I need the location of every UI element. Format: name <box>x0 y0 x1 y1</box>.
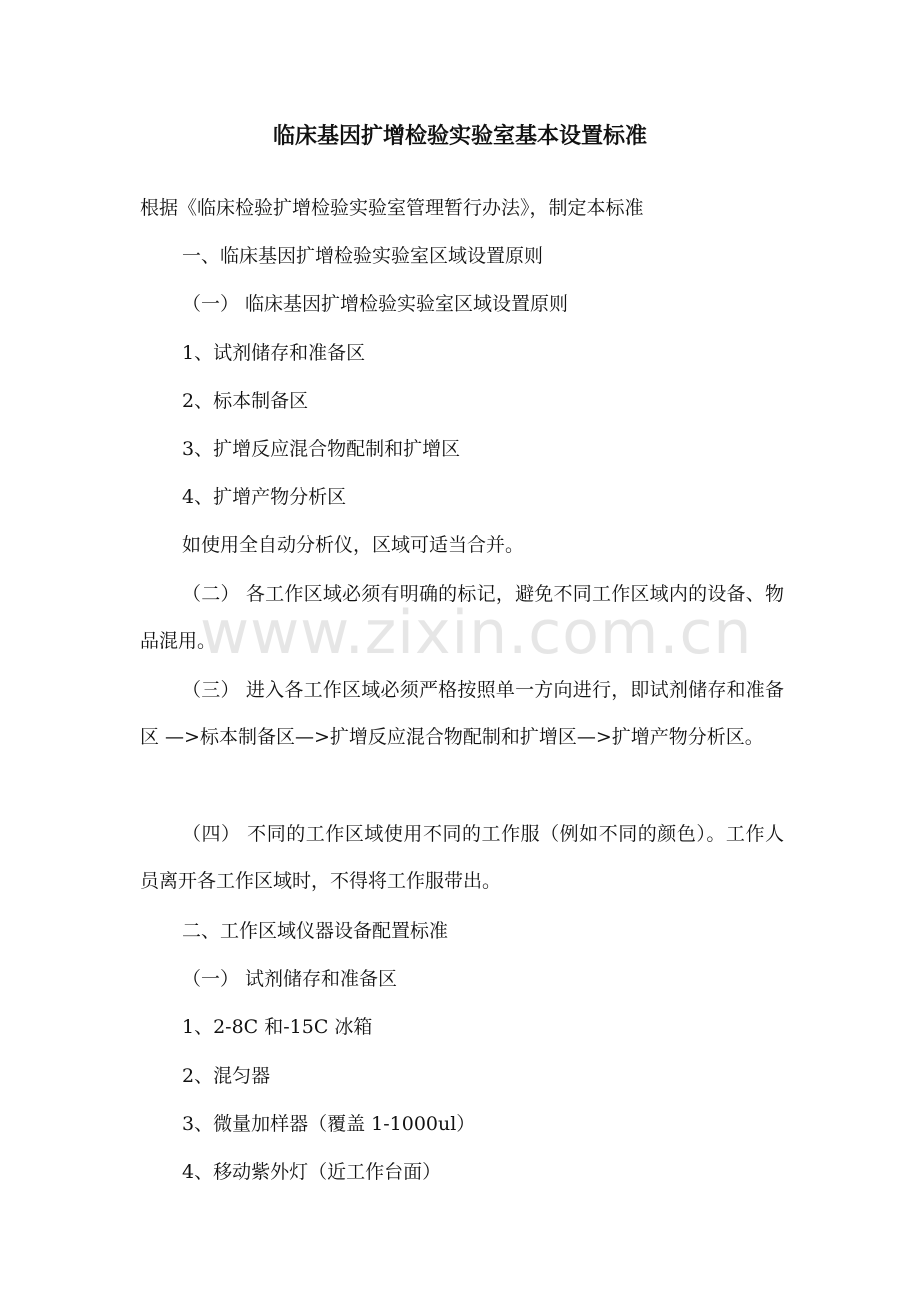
section-2-heading: 二、工作区域仪器设备配置标准 <box>182 920 449 942</box>
section-1-sub-2-paragraph: （二） 各工作区域必须有明确的标记，避免不同工作区域内的设备、物品混用。 <box>140 583 784 652</box>
list-item: 4、移动紫外灯（近工作台面） <box>182 1161 442 1183</box>
watermark: www.zixin.com.cn <box>200 598 753 668</box>
merge-note: 如使用全自动分析仪，区域可适当合并。 <box>182 534 525 556</box>
list-item: 1、试剂储存和准备区 <box>182 342 366 364</box>
section-1-heading: 一、临床基因扩增检验实验室区域设置原则 <box>182 245 544 267</box>
section-1-sub-3-paragraph: （三） 进入各工作区域必须严格按照单一方向进行，即试剂储存和准备区 —>标本制备区—>扩增反应混合物配制和扩增区—>扩增产物分析区。 <box>140 679 784 748</box>
section-1-sub-1-heading: （一） 临床基因扩增检验实验室区域设置原则 <box>182 293 569 315</box>
list-item: 3、扩增反应混合物配制和扩增区 <box>182 438 461 460</box>
list-item: 1、2-8C 和-15C 冰箱 <box>182 1016 373 1038</box>
list-item: 2、混匀器 <box>182 1065 271 1087</box>
section-2-sub-1-heading: （一） 试剂储存和准备区 <box>182 968 398 990</box>
list-item: 3、微量加样器（覆盖 1-1000ul） <box>182 1113 476 1135</box>
section-1-sub-4-paragraph: （四） 不同的工作区域使用不同的工作服（例如不同的颜色）。工作人员离开各工作区域时，不得将工作服带出。 <box>140 823 784 892</box>
list-item: 2、标本制备区 <box>182 390 309 412</box>
list-item: 4、扩增产物分析区 <box>182 486 347 508</box>
intro-paragraph: 根据《临床检验扩增检验实验室管理暂行办法》，制定本标准 <box>140 197 644 219</box>
document-title: 临床基因扩增检验实验室基本设置标准 <box>272 123 647 149</box>
